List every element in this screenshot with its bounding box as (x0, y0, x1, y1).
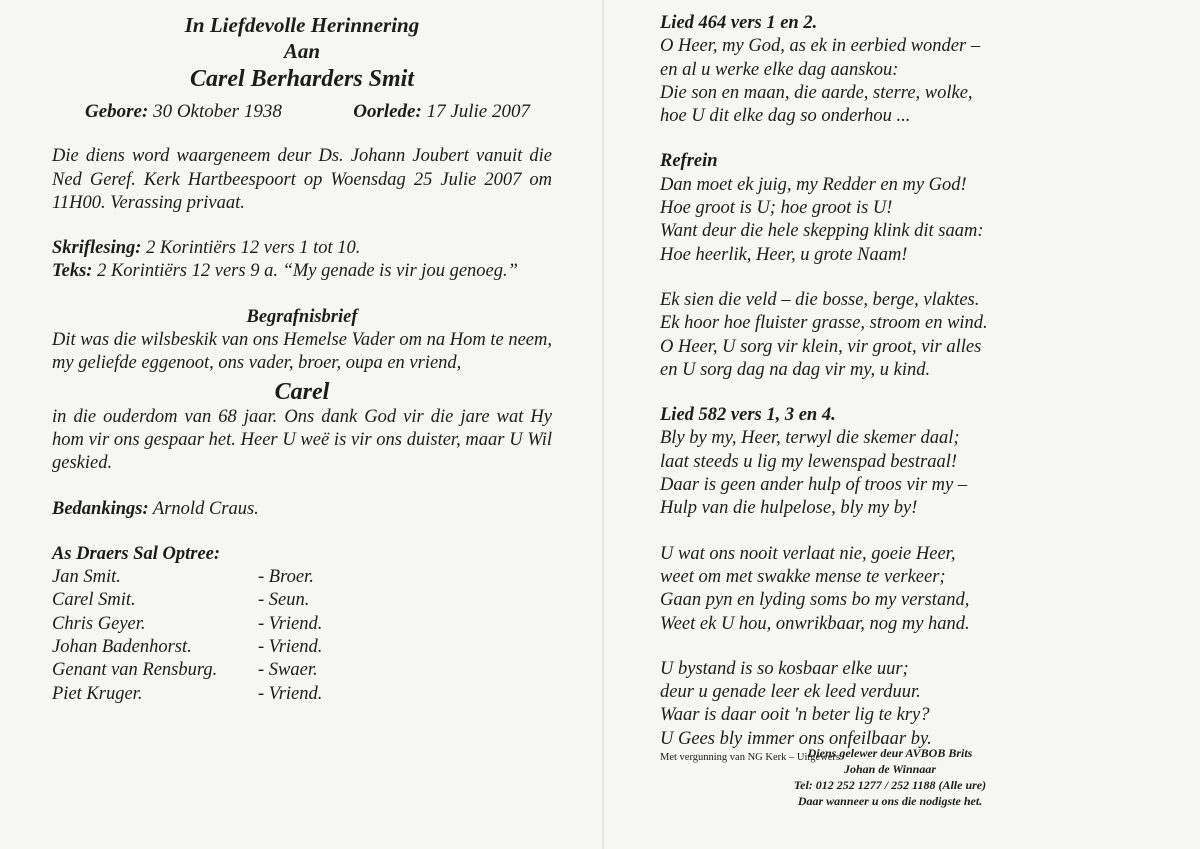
service-text: Die diens word waargeneem deur Ds. Johann Joubert vanuit die Ned Geref. Kerk Hartbeespoort op Woensdag 25 Julie 2007 om 11H00. Verassing privaat. (52, 146, 552, 213)
verse-line: Daar is geen ander hulp of troos vir my – (660, 475, 968, 496)
bearer-name: Carel Smit. (52, 590, 136, 611)
died (353, 100, 530, 123)
spacer (52, 476, 552, 498)
sermon-text (52, 260, 552, 283)
deceased-name: Carel Berharders Smit (189, 66, 415, 92)
verse-3 (660, 427, 1080, 520)
bearer-row (52, 613, 552, 636)
right-page (660, 12, 1080, 764)
bearer-name: Genant van Rensburg. (52, 660, 218, 681)
provider-phone: Tel: 012 252 1277 / 252 1188 (Alle ure) (793, 778, 987, 792)
provider-slogan: Daar wanneer u ons die nodigste het. (797, 794, 983, 808)
text-label: Teks: (52, 261, 93, 282)
verse-line: Hoe heerlik, Heer, u grote Naam! (660, 244, 908, 265)
spacer (660, 521, 1080, 543)
verse-4 (660, 543, 1080, 636)
bearer-relation: - Vriend. (258, 637, 323, 658)
verse-line: hoe U dit elke dag so onderhou ... (660, 106, 911, 127)
verse-5 (660, 658, 1080, 751)
bearer-row (52, 589, 552, 612)
spacer (52, 284, 552, 306)
verse-line: Weet ek U hou, onwrikbaar, nog my hand. (660, 613, 970, 634)
left-page (52, 12, 552, 706)
bearer-name: Chris Geyer. (52, 613, 146, 634)
dates-row (52, 100, 552, 123)
spacer (660, 382, 1080, 404)
bearer-relation: - Broer. (258, 567, 314, 588)
verse-line: Die son en maan, die aarde, sterre, wolke, (660, 82, 973, 103)
bearer-row (52, 566, 552, 589)
born-value: 30 Oktober 1938 (148, 101, 282, 122)
bearer-relation: - Vriend. (258, 613, 323, 634)
bearer-row (52, 683, 552, 706)
reading-value: 2 Korintiërs 12 vers 1 tot 10. (141, 238, 361, 259)
verse-line: Waar is daar ooit 'n beter lig te kry? (660, 705, 930, 726)
spacer (52, 123, 552, 145)
verse-line: Ek sien die veld – die bosse, berge, vlaktes. (660, 289, 980, 310)
verse-line: O Heer, U sorg vir klein, vir groot, vir alles (660, 336, 982, 357)
refrain-title: Refrein (660, 151, 718, 172)
hymn-2-title: Lied 582 vers 1, 3 en 4. (660, 405, 836, 426)
bearer-name: Piet Kruger. (52, 683, 143, 704)
spacer (660, 128, 1080, 150)
verse-1 (660, 35, 1080, 128)
verse-line: Dan moet ek juig, my Redder en my God! (660, 174, 967, 195)
funeral-letter-text-2: in die ouderdom van 68 jaar. Ons dank God vir die jare wat Hy hom vir ons gespaar het. Heer U weë is vir ons duister, maar U Wil geskied. (52, 406, 552, 474)
verse-line: en U sorg dag na dag vir my, u kind. (660, 359, 931, 380)
bearers-list (52, 566, 552, 706)
died-label: Oorlede: (353, 101, 422, 122)
born-label: Gebore: (85, 101, 149, 122)
bearer-relation: - Seun. (258, 590, 310, 611)
spacer (660, 267, 1080, 289)
bearer-name: Jan Smit. (52, 567, 121, 588)
verse-line: weet om met swakke mense te verkeer; (660, 566, 946, 587)
fold-line (602, 0, 604, 849)
header-line-2: Aan (283, 39, 321, 63)
verse-line: Bly by my, Heer, terwyl die skemer daal; (660, 428, 960, 449)
thanks (52, 498, 552, 521)
hymn-1-title: Lied 464 vers 1 en 2. (660, 13, 818, 33)
born (85, 100, 282, 123)
bearer-name: Johan Badenhorst. (52, 637, 192, 658)
funeral-letter-title: Begrafnisbrief (246, 306, 358, 327)
spacer (660, 636, 1080, 658)
verse-line: Hoe groot is U; hoe groot is U! (660, 198, 893, 219)
verse-line: laat steeds u lig my lewenspad bestraal! (660, 451, 957, 472)
spacer (52, 521, 552, 543)
scripture-reading (52, 237, 552, 260)
refrain (660, 174, 1080, 267)
provider-line: Johan de Winnaar (843, 762, 937, 776)
bearers-title: As Draers Sal Optree: (52, 543, 221, 564)
bearer-row (52, 636, 552, 659)
verse-line: Hulp van die hulpelose, bly my by! (660, 498, 918, 519)
verse-line: O Heer, my God, as ek in eerbied wonder – (660, 36, 981, 57)
verse-line: deur u genade leer ek leed verduur. (660, 682, 921, 703)
died-value: 17 Julie 2007 (421, 101, 530, 122)
spacer (52, 215, 552, 237)
funeral-letter-text: Dit was die wilsbeskik van ons Hemelse Vader om na Hom te neem, my geliefde eggenoot, ons vader, broer, oupa en vriend, (52, 330, 552, 374)
bearer-relation: - Vriend. (258, 683, 323, 704)
header-line-1: In Liefdevolle Herinnering (184, 13, 420, 37)
bearer-row (52, 659, 552, 682)
verse-line: U bystand is so kosbaar elke uur; (660, 658, 909, 679)
provider-line: Diens gelewer deur AVBOB Brits (807, 746, 973, 760)
text-value: 2 Korintiërs 12 vers 9 a. “My genade is vir jou genoeg.” (92, 261, 518, 282)
thanks-label: Bedankings: (52, 498, 149, 519)
verse-line: Gaan pyn en lyding soms bo my verstand, (660, 590, 970, 611)
copyright-credit: Met vergunning van NG Kerk – Uitgewers (660, 752, 841, 764)
first-name: Carel (274, 378, 330, 405)
verse-line: U wat ons nooit verlaat nie, goeie Heer, (660, 543, 956, 564)
thanks-value: Arnold Craus. (148, 498, 259, 519)
verse-line: Ek hoor hoe fluister grasse, stroom en wind. (660, 313, 988, 334)
reading-label: Skriflesing: (52, 238, 142, 259)
verse-line: Want deur die hele skepping klink dit saam: (660, 221, 984, 242)
verse-2 (660, 289, 1080, 382)
funeral-service-provider (760, 745, 1020, 809)
bearer-relation: - Swaer. (258, 660, 318, 681)
verse-line: U Gees bly immer ons onfeilbaar by. (660, 728, 932, 749)
verse-line: en al u werke elke dag aanskou: (660, 59, 899, 80)
